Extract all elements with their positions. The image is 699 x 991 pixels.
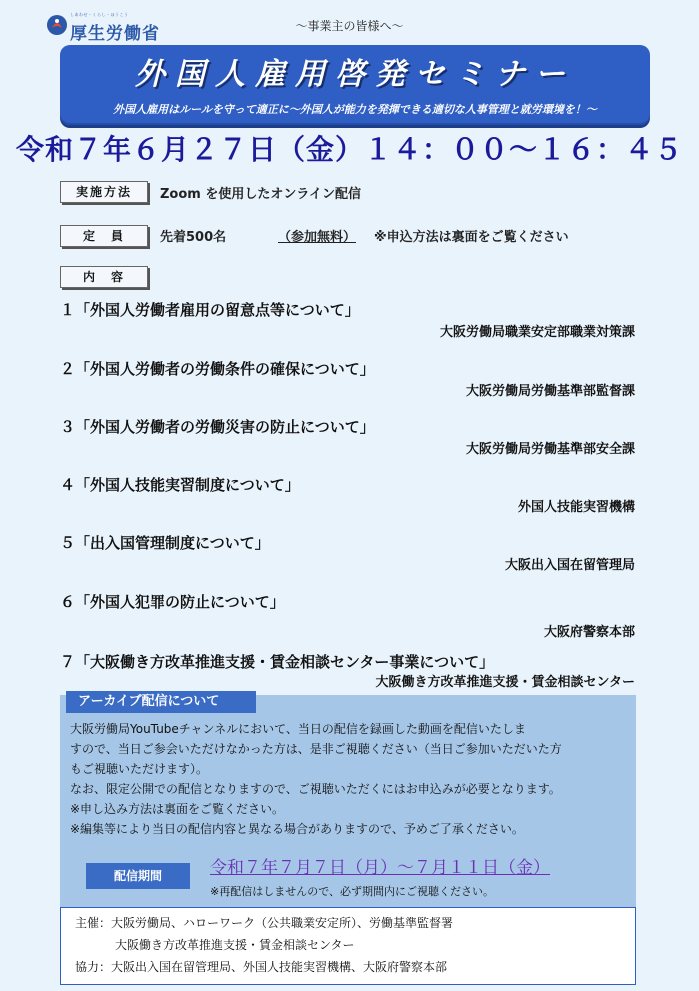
period-note: ※再配信はしませんので、必ず期間内にご視聴ください。 bbox=[210, 885, 494, 898]
organizer-box bbox=[60, 907, 636, 985]
agenda-item-title: １「外国人労働者雇用の留意点等について」 bbox=[60, 301, 360, 319]
capacity-value: 先着500名 bbox=[160, 230, 227, 245]
title-banner bbox=[60, 45, 650, 125]
agenda-item-org: 大阪労働局労働基準部安全課 bbox=[465, 442, 635, 457]
agenda-item-org: 外国人技能実習機構 bbox=[517, 500, 635, 515]
agenda-item-org: 大阪労働局労働基準部監督課 bbox=[465, 384, 635, 399]
organizer-line: 大阪働き方改革推進支援・賃金相談センター bbox=[115, 938, 355, 952]
agenda-item-title: ２「外国人労働者の労働条件の確保について」 bbox=[60, 360, 375, 378]
seminar-title: 外国人雇用啓発セミナー bbox=[135, 57, 575, 92]
organizer-line: 主催：大阪労働局、ハローワーク（公共職業安定所）、労働基準監督署 bbox=[75, 916, 454, 930]
cooperation-line: 協力：大阪出入国在留管理局、外国人技能実習機構、大阪府警察本部 bbox=[75, 960, 448, 974]
agenda-item-org: 大阪出入国在留管理局 bbox=[504, 558, 635, 573]
archive-heading: アーカイブ配信について bbox=[66, 691, 256, 713]
agenda-item-org: 大阪働き方改革推進支援・賃金相談センター bbox=[375, 675, 635, 690]
agenda-item-title: ７「大阪働き方改革推進支援・賃金相談センター事業について」 bbox=[60, 653, 495, 671]
fee-text: （参加無料） bbox=[278, 230, 357, 245]
event-date: 令和７年６月２７日（金）１４：００～１６：４５ bbox=[15, 133, 683, 166]
audience-text: ～事業主の皆様へ～ bbox=[295, 19, 404, 33]
agenda-item-title: ６「外国人犯罪の防止について」 bbox=[60, 593, 285, 611]
agenda-item-title: ５「出入国管理制度について」 bbox=[60, 534, 270, 552]
agenda-item-org: 大阪府警察本部 bbox=[543, 625, 635, 640]
agenda-item-title: ３「外国人労働者の労働災害の防止について」 bbox=[60, 418, 375, 436]
method-value: Zoom を使用したオンライン配信 bbox=[160, 187, 361, 202]
archive-body bbox=[70, 719, 636, 839]
method-label: 実施方法 bbox=[60, 181, 148, 203]
logo-tagline: しあわせ・くらし・ほうこう bbox=[70, 12, 129, 17]
agenda-item-title: ４「外国人技能実習制度について」 bbox=[60, 476, 300, 494]
archive-section bbox=[60, 695, 636, 907]
application-note: ※申込方法は裏面をご覧ください bbox=[374, 230, 569, 245]
contents-label: 内 容 bbox=[60, 266, 148, 288]
archive-line: もご視聴いただけます）。 bbox=[70, 762, 209, 776]
period-label: 配信期間 bbox=[86, 863, 190, 889]
agenda-item-org: 大阪労働局職業安定部職業対策課 bbox=[439, 325, 635, 340]
period-value: 令和７年７月７日（月）～７月１１日（金） bbox=[210, 858, 550, 878]
archive-line: すので、当日ご参会いただけなかった方は、是非ご視聴ください（当日ご参加いただいた方 bbox=[70, 742, 562, 756]
archive-line: ※申し込み方法は裏面をご覧ください。 bbox=[70, 802, 285, 816]
logo-name: 厚生労働省 bbox=[70, 24, 160, 44]
seminar-subtitle: 外国人雇用はルールを守って適正に～外国人が能力を発揮できる適切な人事管理と就労環境を！～ bbox=[113, 103, 597, 116]
archive-line: ※編集等により当日の配信内容と異なる場合がありますので、予めご了承ください。 bbox=[70, 822, 524, 836]
capacity-label: 定 員 bbox=[60, 225, 148, 247]
archive-line: 大阪労働局YouTubeチャンネルにおいて、当日の配信を録画した動画を配信いたしま bbox=[70, 722, 526, 736]
archive-line: なお、限定公開での配信となりますので、ご視聴いただくにはお申込みが必要となります。 bbox=[70, 782, 561, 796]
